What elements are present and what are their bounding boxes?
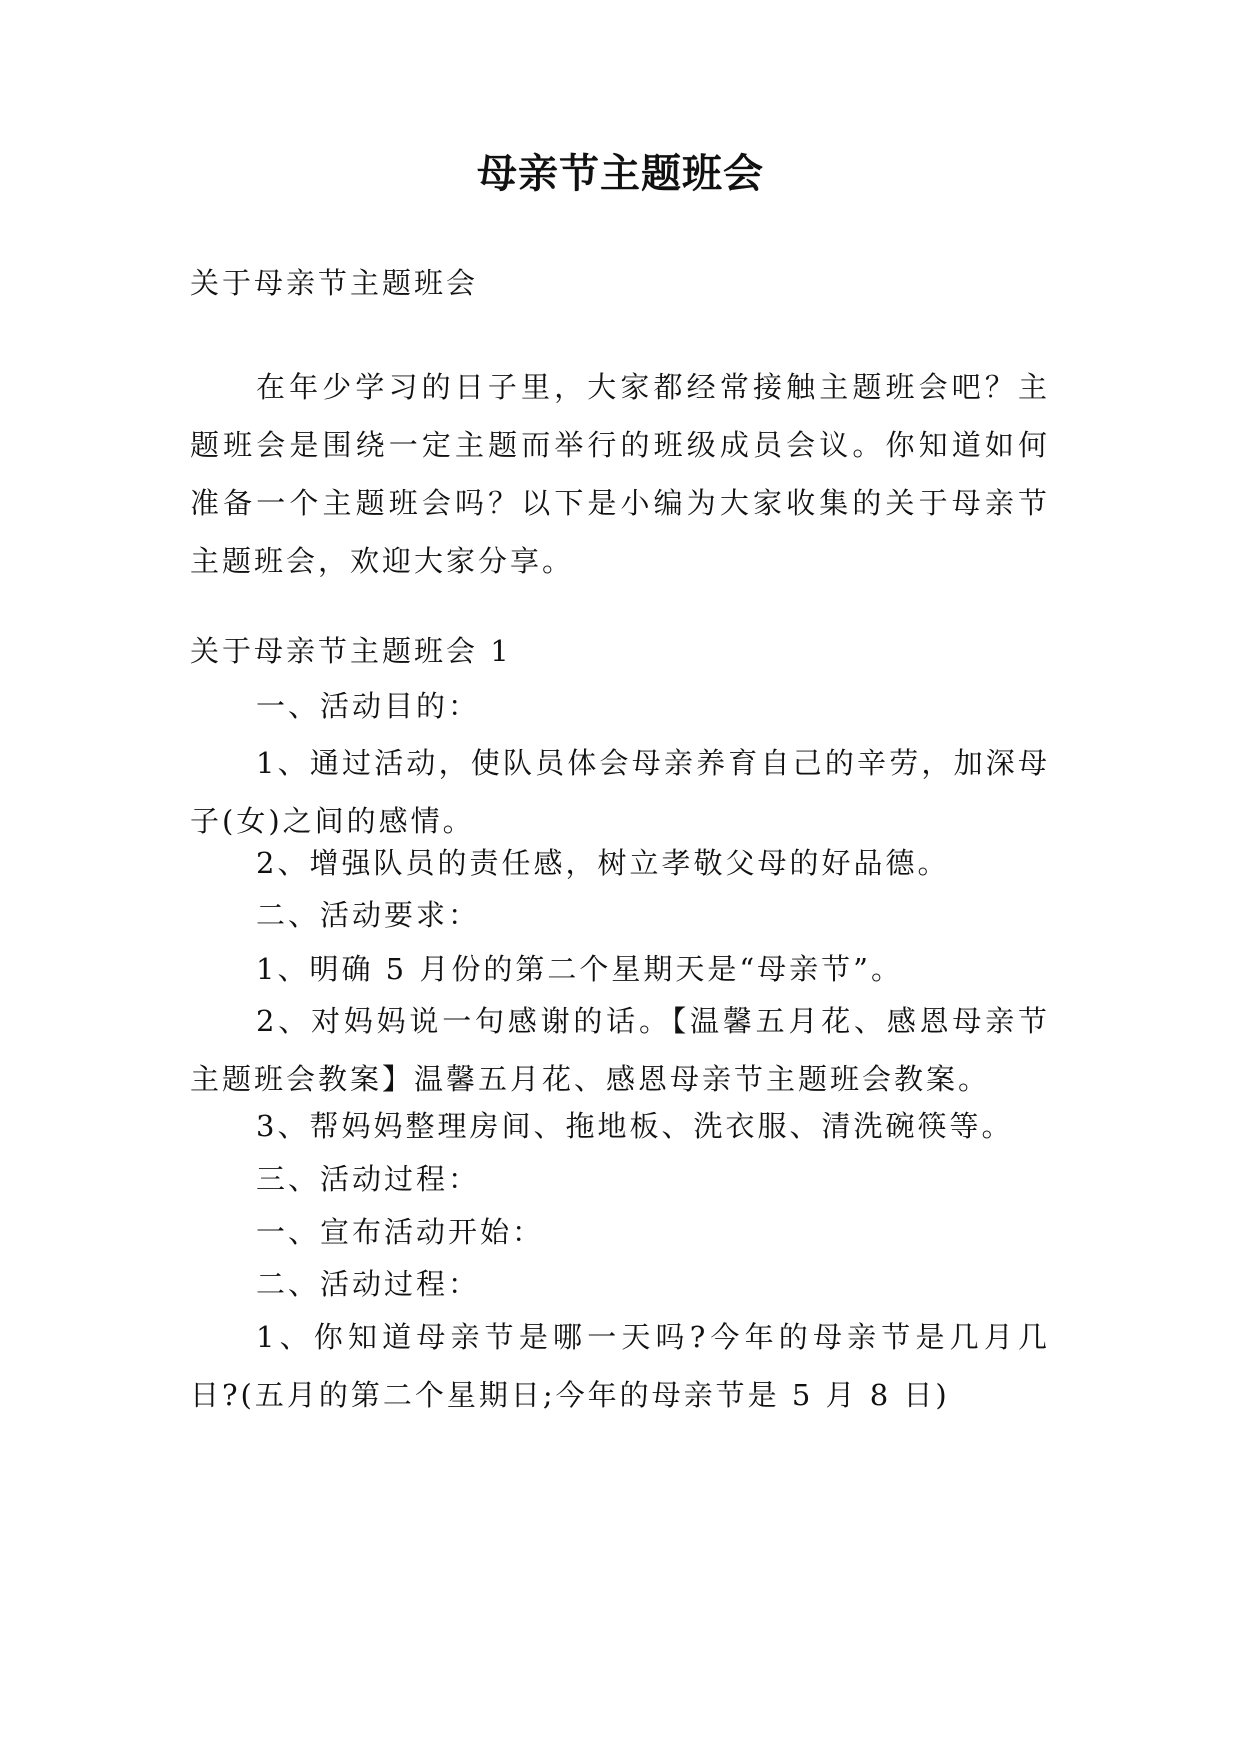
requirement-item-3: 3、帮妈妈整理房间、拖地板、洗衣服、清洗碗筷等。	[256, 1109, 1014, 1143]
document-title: 母亲节主题班会	[477, 151, 764, 197]
heading-activity-requirements: 二、活动要求：	[256, 898, 481, 932]
process-step-announce: 一、宣布活动开始：	[256, 1215, 545, 1249]
heading-activity-purpose: 一、活动目的：	[256, 689, 481, 723]
purpose-item-2: 2、增强队员的责任感，树立孝敬父母的好品德。	[256, 846, 950, 880]
requirement-item-2: 2、对妈妈说一句感谢的话。【温馨五月花、感恩母亲节主题班会教案】温馨五月花、感恩母亲节主题班会教案。	[190, 1004, 1050, 1096]
heading-activity-process: 三、活动过程：	[256, 1162, 481, 1196]
requirement-item-1: 1、明确 5 月份的第二个星期天是“母亲节”。	[256, 952, 903, 986]
intro-paragraph: 在年少学习的日子里，大家都经常接触主题班会吧？主题班会是围绕一定主题而举行的班级成员会议。你知道如何准备一个主题班会吗？以下是小编为大家收集的关于母亲节主题班会，欢迎大家分享。	[190, 370, 1050, 578]
process-step-heading: 二、活动过程：	[256, 1267, 481, 1301]
subtitle-paragraph: 关于母亲节主题班会	[190, 266, 479, 300]
process-question-1: 1、你知道母亲节是哪一天吗?今年的母亲节是几月几日?(五月的第二个星期日;今年的母亲节是 5 月 8 日)	[190, 1320, 1050, 1412]
section-heading: 关于母亲节主题班会 1	[190, 634, 512, 668]
purpose-item-1: 1、通过活动，使队员体会母亲养育自己的辛劳，加深母子(女)之间的感情。	[190, 746, 1050, 838]
